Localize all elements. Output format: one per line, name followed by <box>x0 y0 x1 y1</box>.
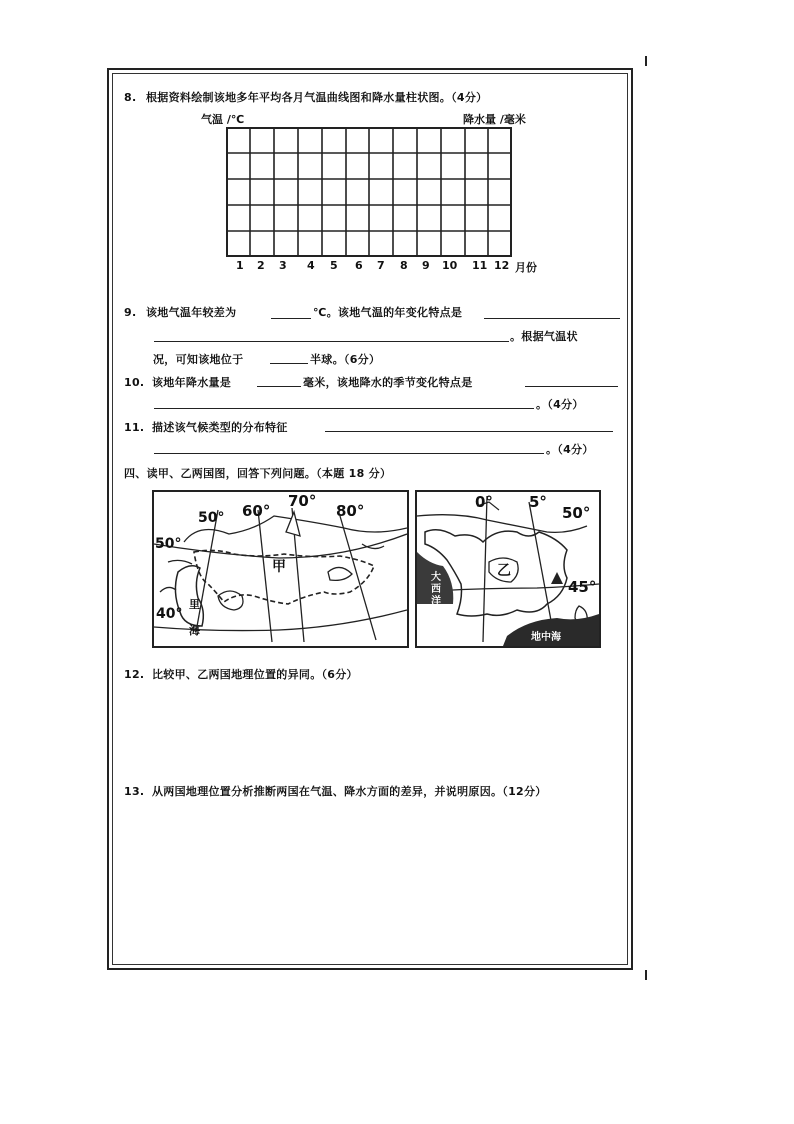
map-yi-country-label: 乙 <box>497 563 511 579</box>
map-yi-lon-0: 0° <box>475 493 493 511</box>
question-11-text-2: 。（4分） <box>546 443 594 456</box>
month-label: 12 <box>494 259 510 272</box>
month-label: 8 <box>400 259 408 272</box>
map-yi-atlantic-1: 大 <box>431 572 441 583</box>
answer-blank-precip-change-cont[interactable] <box>154 408 534 409</box>
question-9-text-4: 况，可知该地位于 <box>153 353 244 366</box>
month-label: 1 <box>236 259 244 272</box>
map-yi-lat-45: 45° <box>568 578 597 596</box>
answer-blank-annual-precip[interactable] <box>257 386 301 387</box>
question-number: 9. <box>124 306 137 319</box>
map-yi-atlantic-3: 洋 <box>431 596 441 607</box>
grid-lines <box>226 127 512 257</box>
month-label: 3 <box>279 259 287 272</box>
temperature-axis-label: 气温 /℃ <box>201 113 245 126</box>
map-jia-lon-60: 60° <box>242 502 271 520</box>
section-4-heading: 四、读甲、乙两国图，回答下列问题。（本题 18 分） <box>124 467 392 480</box>
map-jia-lat-40: 40° <box>156 606 183 622</box>
month-label: 4 <box>307 259 315 272</box>
question-text: 根据资料绘制该地多年平均各月气温曲线图和降水量柱状图。（4分） <box>146 91 488 104</box>
month-label: 5 <box>330 259 338 272</box>
question-text: 描述该气候类型的分布特征 <box>152 421 288 434</box>
answer-blank-temp-range[interactable] <box>271 318 311 319</box>
answer-blank-temp-change[interactable] <box>484 318 620 319</box>
map-jia-country-label: 甲 <box>272 559 286 575</box>
answer-blank-hemisphere[interactable] <box>270 363 308 364</box>
margin-mark-top <box>645 56 647 66</box>
month-label: 7 <box>377 259 385 272</box>
question-9-text-2: ℃。该地气温的年变化特点是 <box>313 306 463 319</box>
map-country-yi <box>415 490 601 648</box>
question-11-line-1 <box>124 419 288 435</box>
map-country-jia <box>152 490 409 648</box>
answer-blank-distribution[interactable] <box>325 431 613 432</box>
map-yi-atlantic-2: 西 <box>431 584 441 595</box>
question-number: 8. <box>124 91 137 104</box>
question-text: 从两国地理位置分析推断两国在气温、降水方面的差异，并说明原因。（12分） <box>152 785 547 798</box>
question-9-text-3: 。根据气温状 <box>510 330 578 343</box>
precipitation-axis-label: 降水量 /毫米 <box>463 113 526 126</box>
answer-area-q13[interactable] <box>124 802 614 952</box>
month-label: 9 <box>422 259 430 272</box>
answer-blank-distribution-cont[interactable] <box>154 453 544 454</box>
map-jia-caspian-top: 里 <box>189 598 200 611</box>
answer-blank-temp-change-cont[interactable] <box>154 341 509 342</box>
month-label: 6 <box>355 259 363 272</box>
question-13 <box>124 783 547 799</box>
question-9-line-1 <box>124 304 236 320</box>
climate-chart-grid[interactable] <box>226 127 512 257</box>
question-text: 比较甲、乙两国地理位置的异同。（6分） <box>152 668 358 681</box>
map-jia-lat-50: 50° <box>155 536 182 552</box>
map-jia-lon-80: 80° <box>336 502 365 520</box>
map-jia-lon-50: 50° <box>198 510 225 526</box>
map-yi-lat-50: 50° <box>562 504 591 522</box>
month-unit-label: 月份 <box>515 261 537 274</box>
answer-area-q12[interactable] <box>124 684 614 774</box>
question-8 <box>124 89 487 105</box>
margin-mark-bottom <box>645 970 647 980</box>
map-yi-mediterranean: 地中海 <box>531 632 561 643</box>
month-label: 2 <box>257 259 265 272</box>
question-number: 11. <box>124 421 145 434</box>
map-jia-caspian-bottom: 海 <box>189 624 200 637</box>
question-10-line-1 <box>124 374 231 390</box>
question-10-text-3: 。（4分） <box>536 398 584 411</box>
question-number: 10. <box>124 376 145 389</box>
question-9-text-5: 半球。（6分） <box>310 353 381 366</box>
question-12 <box>124 666 358 682</box>
map-yi-lon-5: 5° <box>529 493 547 511</box>
question-10-text-2: 毫米，该地降水的季节变化特点是 <box>303 376 473 389</box>
question-number: 12. <box>124 668 145 681</box>
month-label: 10 <box>442 259 458 272</box>
month-label: 11 <box>472 259 488 272</box>
question-text: 该地气温年较差为 <box>146 306 237 319</box>
answer-blank-precip-change[interactable] <box>525 386 618 387</box>
question-number: 13. <box>124 785 145 798</box>
map-jia-lon-70: 70° <box>288 492 317 510</box>
question-text: 该地年降水量是 <box>152 376 232 389</box>
